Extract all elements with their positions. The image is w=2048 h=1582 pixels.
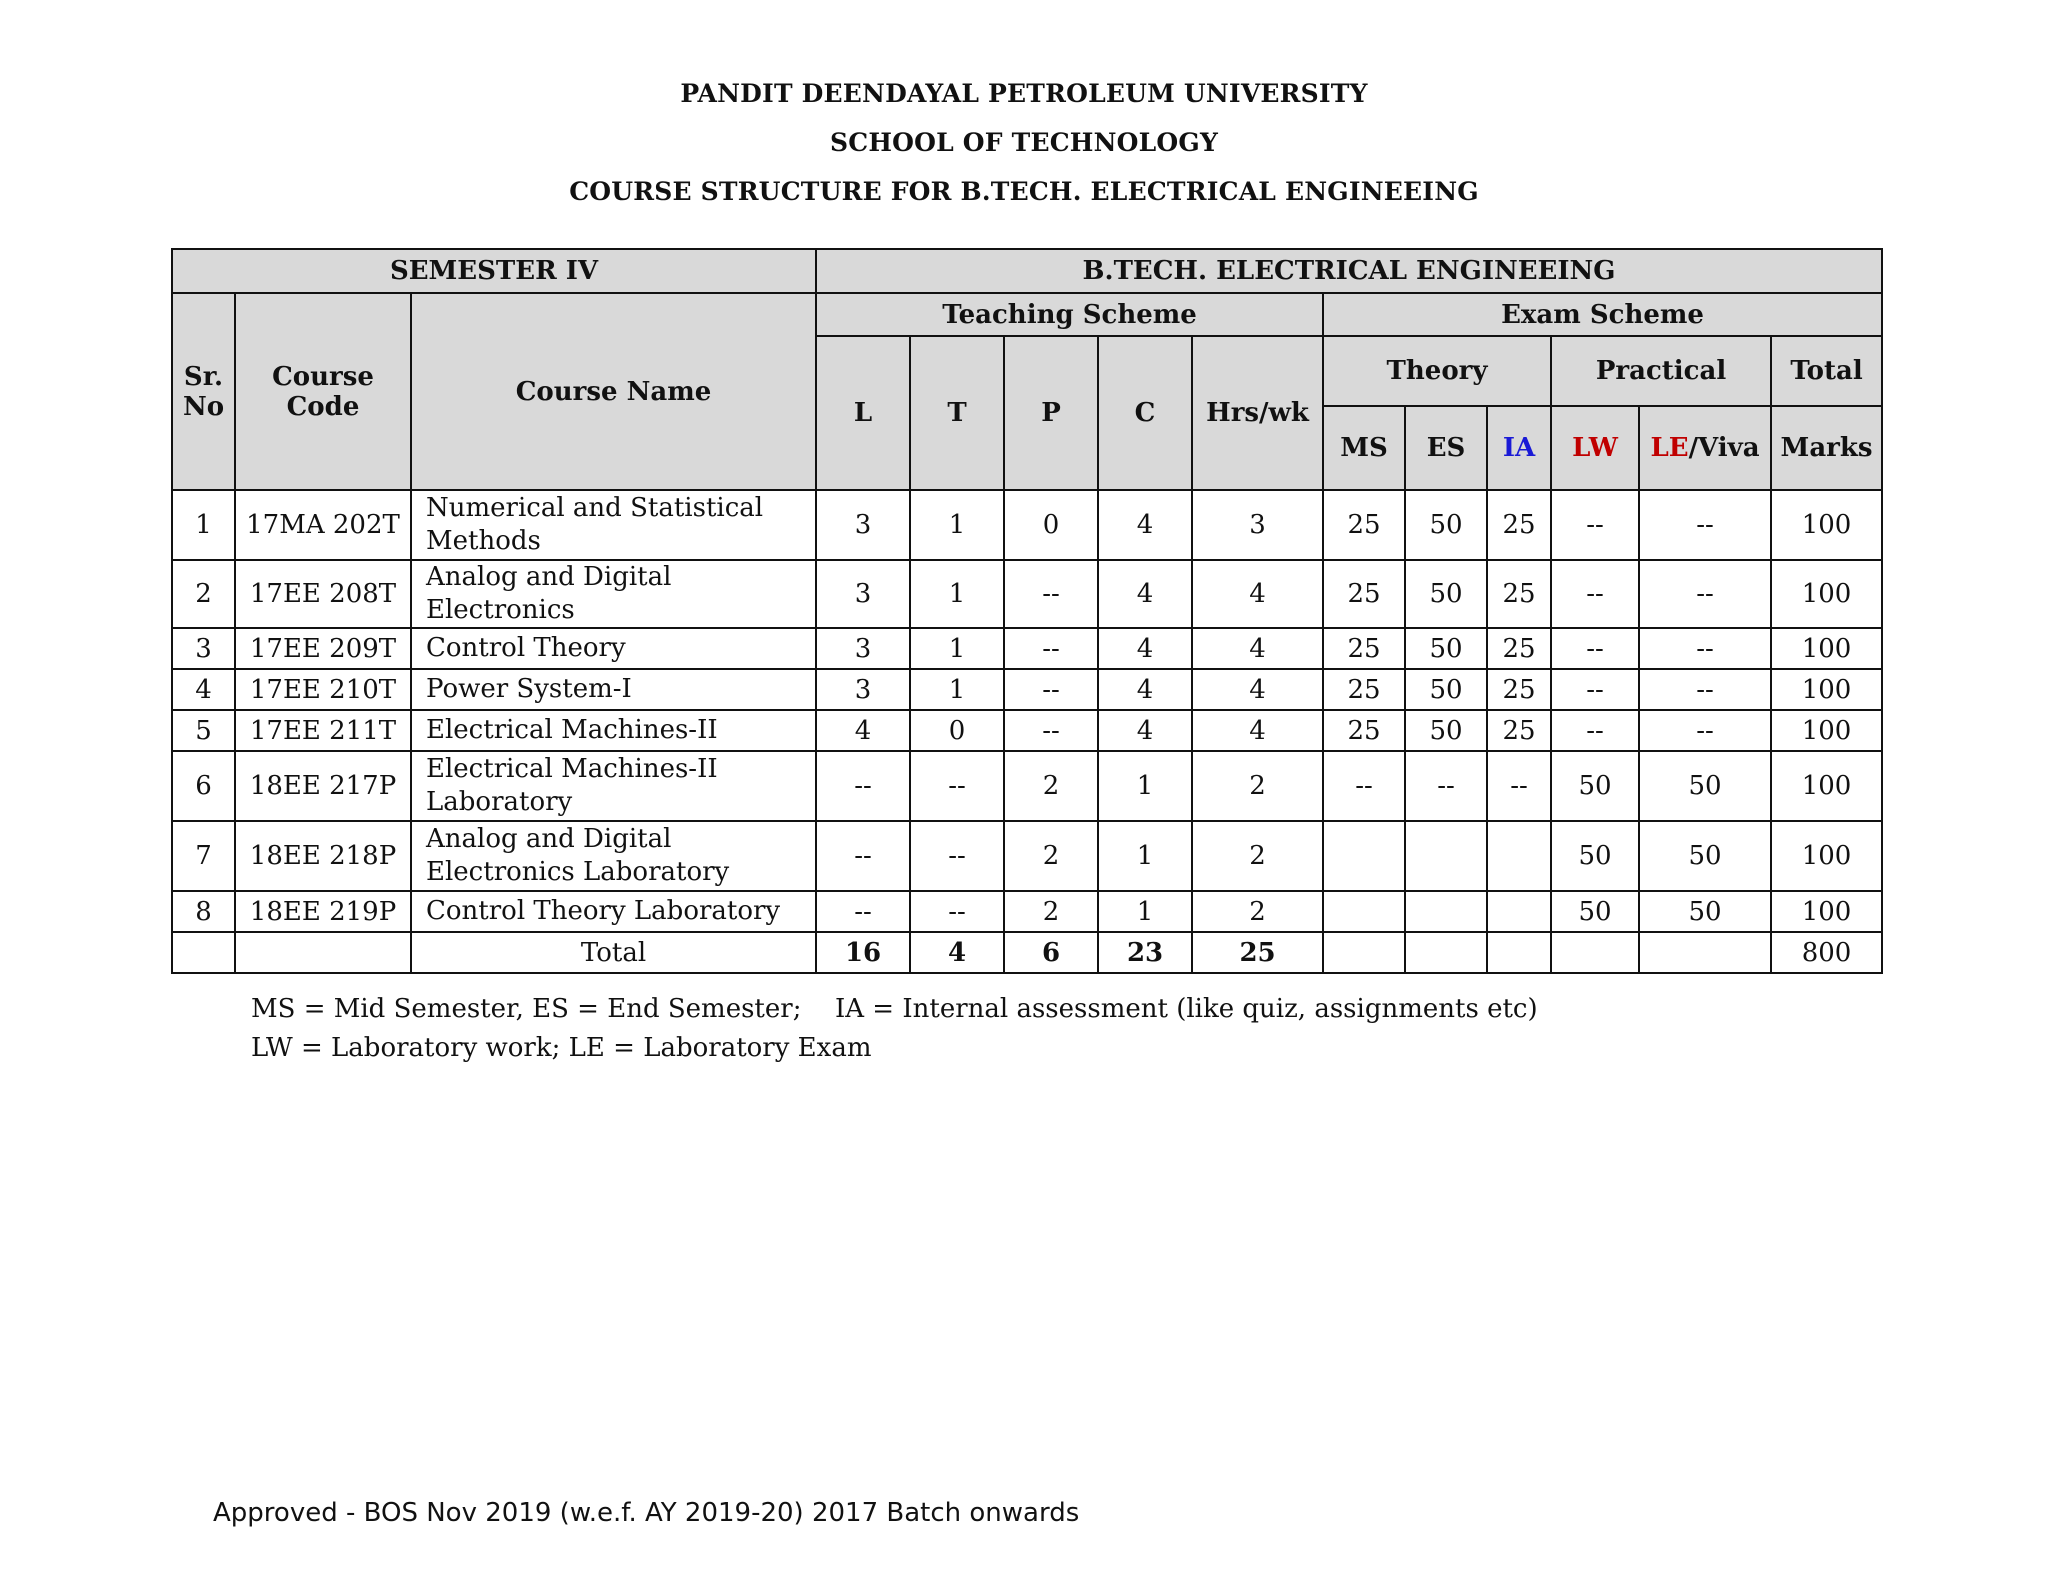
cell-p: 2 — [1004, 821, 1098, 891]
cell-sr: 1 — [172, 490, 235, 560]
cell-es: 50 — [1405, 669, 1487, 710]
cell-ia: 25 — [1487, 628, 1551, 669]
cell-c: 4 — [1098, 560, 1192, 628]
cell-sr: 8 — [172, 891, 235, 932]
cell-hrs: 4 — [1192, 560, 1323, 628]
cell-p: 2 — [1004, 891, 1098, 932]
cell-code: 17MA 202T — [235, 490, 411, 560]
cell-le: 50 — [1639, 891, 1771, 932]
cell-code: 17EE 210T — [235, 669, 411, 710]
cell-p: -- — [1004, 669, 1098, 710]
program-header: B.TECH. ELECTRICAL ENGINEEING — [816, 249, 1882, 293]
cell-l: -- — [816, 891, 910, 932]
cell-hrs: 4 — [1192, 628, 1323, 669]
cell-sr: 3 — [172, 628, 235, 669]
col-c-header: C — [1098, 336, 1192, 490]
cell-le: -- — [1639, 669, 1771, 710]
course-code-header: Course Code — [235, 293, 411, 490]
cell-hrs: 4 — [1192, 710, 1323, 751]
cell-code: 18EE 219P — [235, 891, 411, 932]
cell-code: 18EE 217P — [235, 751, 411, 821]
cell-l: -- — [816, 821, 910, 891]
cell-lw: -- — [1551, 560, 1639, 628]
cell-p: -- — [1004, 628, 1098, 669]
cell-sr: 5 — [172, 710, 235, 751]
cell-l: -- — [816, 751, 910, 821]
cell-hrs: 3 — [1192, 490, 1323, 560]
cell-le: -- — [1639, 628, 1771, 669]
cell-lw: 50 — [1551, 751, 1639, 821]
cell-sr: 2 — [172, 560, 235, 628]
empty-cell — [172, 932, 235, 973]
course-structure-table — [171, 248, 1883, 974]
cell-code: 17EE 208T — [235, 560, 411, 628]
cell-total: 100 — [1771, 751, 1882, 821]
cell-code: 17EE 211T — [235, 710, 411, 751]
cell-ia: 25 — [1487, 710, 1551, 751]
total-marks: 800 — [1771, 932, 1882, 973]
col-ia-header: IA — [1487, 406, 1551, 490]
cell-ia: 25 — [1487, 490, 1551, 560]
cell-total: 100 — [1771, 490, 1882, 560]
total-c: 23 — [1098, 932, 1192, 973]
cell-ia: 25 — [1487, 560, 1551, 628]
cell-total: 100 — [1771, 891, 1882, 932]
col-lw-header: LW — [1551, 406, 1639, 490]
cell-ia: 25 — [1487, 669, 1551, 710]
cell-ia — [1487, 821, 1551, 891]
cell-l: 3 — [816, 490, 910, 560]
empty-cell — [1551, 932, 1639, 973]
cell-t: -- — [910, 891, 1004, 932]
totals-row — [172, 932, 1882, 973]
empty-cell — [1639, 932, 1771, 973]
legend-lw-le: LW = Laboratory work; LE = Laboratory Exam — [251, 1033, 872, 1063]
table-row — [172, 751, 1882, 821]
total-l: 16 — [816, 932, 910, 973]
cell-le: 50 — [1639, 751, 1771, 821]
cell-sr: 4 — [172, 669, 235, 710]
cell-name: Electrical Machines-II — [411, 710, 816, 751]
theory-header: Theory — [1323, 336, 1551, 406]
cell-p: 0 — [1004, 490, 1098, 560]
cell-es — [1405, 821, 1487, 891]
cell-lw: 50 — [1551, 821, 1639, 891]
cell-sr: 6 — [172, 751, 235, 821]
cell-es: 50 — [1405, 490, 1487, 560]
cell-le: -- — [1639, 710, 1771, 751]
col-hrs-header: Hrs/wk — [1192, 336, 1323, 490]
col-p-header: P — [1004, 336, 1098, 490]
cell-lw: 50 — [1551, 891, 1639, 932]
table-row — [172, 710, 1882, 751]
cell-hrs: 2 — [1192, 891, 1323, 932]
col-t-header: T — [910, 336, 1004, 490]
teaching-scheme-header: Teaching Scheme — [816, 293, 1323, 336]
cell-lw: -- — [1551, 669, 1639, 710]
approval-footer: Approved - BOS Nov 2019 (w.e.f. AY 2019-20) 2017 Batch onwards — [213, 1498, 1080, 1528]
legend-ia: IA = Internal assessment (like quiz, assignments etc) — [835, 994, 1538, 1024]
cell-ms: 25 — [1323, 710, 1405, 751]
cell-lw: -- — [1551, 710, 1639, 751]
total-t: 4 — [910, 932, 1004, 973]
cell-es: 50 — [1405, 628, 1487, 669]
cell-name: Power System-I — [411, 669, 816, 710]
total-p: 6 — [1004, 932, 1098, 973]
legend-ms-es: MS = Mid Semester, ES = End Semester; — [251, 994, 802, 1024]
school-title: SCHOOL OF TECHNOLOGY — [830, 128, 1218, 157]
table-row — [172, 560, 1882, 628]
cell-total: 100 — [1771, 560, 1882, 628]
cell-c: 4 — [1098, 628, 1192, 669]
cell-ms: 25 — [1323, 669, 1405, 710]
empty-cell — [1323, 932, 1405, 973]
empty-cell — [1405, 932, 1487, 973]
semester-header: SEMESTER IV — [172, 249, 816, 293]
cell-total: 100 — [1771, 710, 1882, 751]
cell-ms: 25 — [1323, 490, 1405, 560]
cell-c: 1 — [1098, 891, 1192, 932]
cell-name: Analog and Digital Electronics Laboratory — [411, 821, 816, 891]
viva-label: /Viva — [1688, 433, 1760, 463]
cell-le: -- — [1639, 490, 1771, 560]
cell-le: -- — [1639, 560, 1771, 628]
cell-hrs: 2 — [1192, 751, 1323, 821]
course-rows — [172, 490, 1882, 973]
col-le-viva-header — [1639, 406, 1771, 490]
cell-c: 4 — [1098, 490, 1192, 560]
cell-total: 100 — [1771, 628, 1882, 669]
cell-c: 4 — [1098, 710, 1192, 751]
cell-total: 100 — [1771, 821, 1882, 891]
marks-header: Marks — [1771, 406, 1882, 490]
cell-name: Analog and Digital Electronics — [411, 560, 816, 628]
col-l-header: L — [816, 336, 910, 490]
cell-l: 3 — [816, 560, 910, 628]
cell-c: 1 — [1098, 821, 1192, 891]
cell-l: 3 — [816, 628, 910, 669]
cell-p: -- — [1004, 710, 1098, 751]
cell-t: 1 — [910, 560, 1004, 628]
cell-t: -- — [910, 751, 1004, 821]
cell-sr: 7 — [172, 821, 235, 891]
cell-code: 17EE 209T — [235, 628, 411, 669]
cell-es — [1405, 891, 1487, 932]
cell-ia: -- — [1487, 751, 1551, 821]
cell-name: Numerical and Statistical Methods — [411, 490, 816, 560]
col-es-header: ES — [1405, 406, 1487, 490]
table-row — [172, 821, 1882, 891]
cell-p: 2 — [1004, 751, 1098, 821]
cell-name: Electrical Machines-II Laboratory — [411, 751, 816, 821]
cell-name: Control Theory — [411, 628, 816, 669]
cell-hrs: 2 — [1192, 821, 1323, 891]
table-row — [172, 669, 1882, 710]
sr-no-header: Sr. No — [172, 293, 235, 490]
cell-t: 1 — [910, 628, 1004, 669]
cell-ms: 25 — [1323, 560, 1405, 628]
total-hrs: 25 — [1192, 932, 1323, 973]
cell-le: 50 — [1639, 821, 1771, 891]
cell-es: 50 — [1405, 710, 1487, 751]
table-row — [172, 628, 1882, 669]
col-ms-header: MS — [1323, 406, 1405, 490]
cell-ms: 25 — [1323, 628, 1405, 669]
cell-name: Control Theory Laboratory — [411, 891, 816, 932]
total-label: Total — [411, 932, 816, 973]
table-row — [172, 891, 1882, 932]
cell-hrs: 4 — [1192, 669, 1323, 710]
cell-es: -- — [1405, 751, 1487, 821]
cell-t: 0 — [910, 710, 1004, 751]
cell-ia — [1487, 891, 1551, 932]
course-name-header: Course Name — [411, 293, 816, 490]
cell-es: 50 — [1405, 560, 1487, 628]
cell-ms — [1323, 891, 1405, 932]
practical-header: Practical — [1551, 336, 1771, 406]
cell-t: 1 — [910, 490, 1004, 560]
cell-l: 4 — [816, 710, 910, 751]
cell-c: 4 — [1098, 669, 1192, 710]
exam-scheme-header: Exam Scheme — [1323, 293, 1882, 336]
empty-cell — [235, 932, 411, 973]
cell-c: 1 — [1098, 751, 1192, 821]
cell-t: -- — [910, 821, 1004, 891]
cell-lw: -- — [1551, 490, 1639, 560]
university-title: PANDIT DEENDAYAL PETROLEUM UNIVERSITY — [680, 79, 1368, 108]
cell-ms — [1323, 821, 1405, 891]
course-structure-title: COURSE STRUCTURE FOR B.TECH. ELECTRICAL ENGINEEING — [569, 177, 1479, 206]
empty-cell — [1487, 932, 1551, 973]
table-row — [172, 490, 1882, 560]
cell-p: -- — [1004, 560, 1098, 628]
cell-lw: -- — [1551, 628, 1639, 669]
total-header: Total — [1771, 336, 1882, 406]
cell-total: 100 — [1771, 669, 1882, 710]
cell-t: 1 — [910, 669, 1004, 710]
cell-l: 3 — [816, 669, 910, 710]
cell-code: 18EE 218P — [235, 821, 411, 891]
cell-ms: -- — [1323, 751, 1405, 821]
le-label: LE — [1650, 433, 1689, 463]
